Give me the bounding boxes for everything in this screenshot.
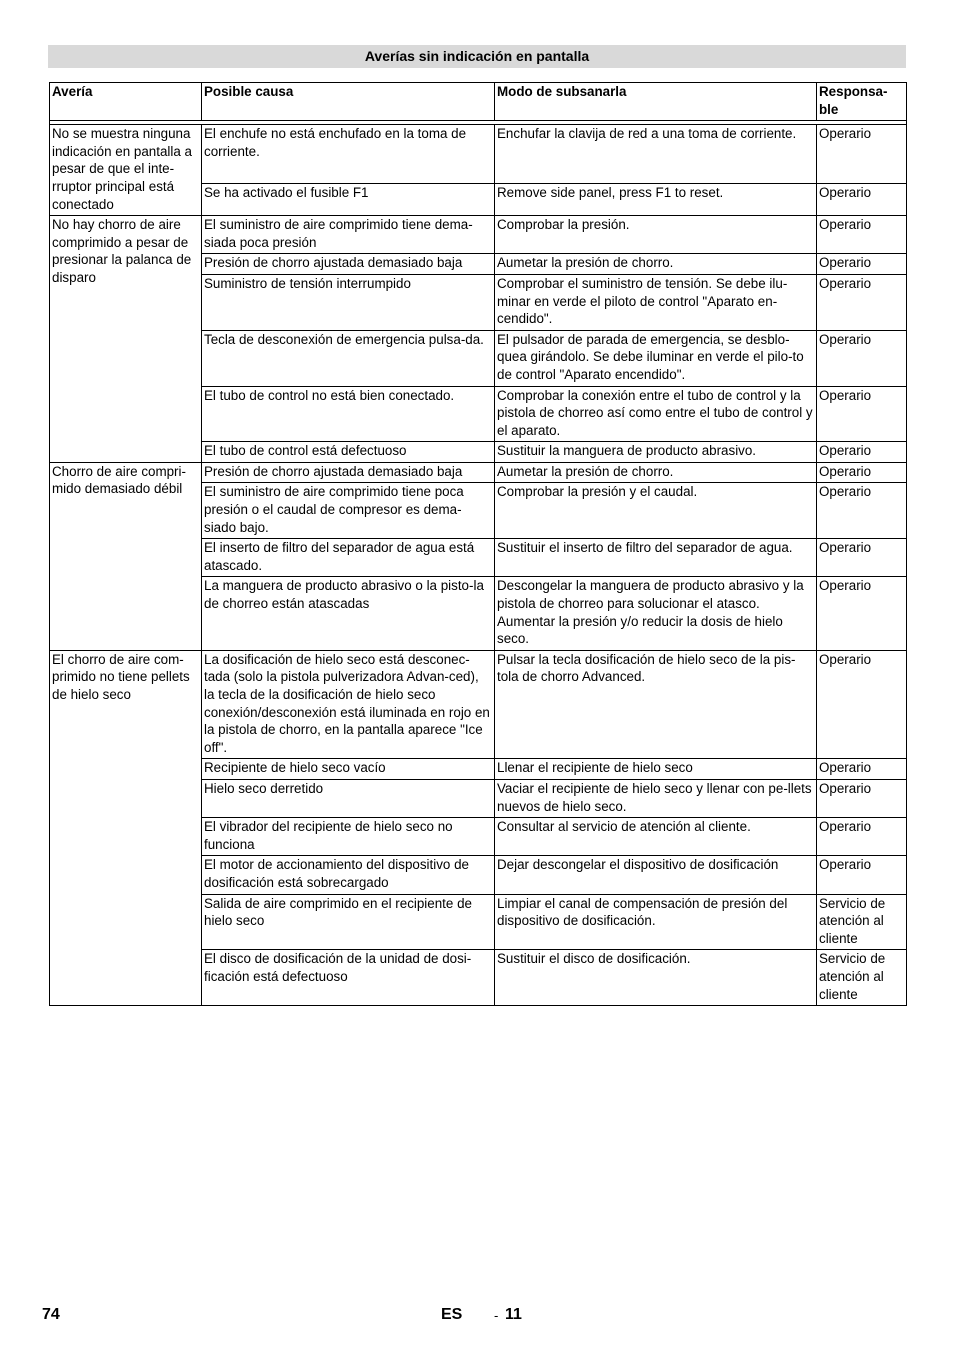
remedy-cell: Sustituir el inserto de filtro del separador de agua. [495, 539, 817, 577]
cause-cell: Se ha activado el fusible F1 [202, 184, 495, 216]
section-title-banner: Averías sin indicación en pantalla [48, 45, 906, 68]
table-row [50, 650, 907, 759]
cause-cell: Tecla de desconexión de emergencia pulsa-da. [202, 330, 495, 386]
remedy-cell: Pulsar la tecla dosificación de hielo seco de la pis-tola de chorro Advanced. [495, 650, 817, 759]
remedy-cell: Remove side panel, press F1 to reset. [495, 184, 817, 216]
responsible-cell: Operario [817, 539, 907, 577]
page-number: 74 [42, 1306, 60, 1323]
cause-cell: El enchufe no está enchufado en la toma de corriente. [202, 125, 495, 184]
column-header-responsible: Responsa- ble [817, 83, 907, 121]
remedy-cell: Aumetar la presión de chorro. [495, 254, 817, 275]
responsible-cell: Operario [817, 254, 907, 275]
cause-cell: El inserto de filtro del separador de agua está atascado. [202, 539, 495, 577]
footer-dash: - [494, 1308, 499, 1323]
responsible-cell: Servicio de atención al cliente [817, 894, 907, 950]
table-row [50, 216, 907, 254]
fault-cell: El chorro de aire com-primido no tiene pellets de hielo seco [50, 650, 202, 1005]
remedy-cell: Llenar el recipiente de hielo seco [495, 759, 817, 780]
fault-cell: Chorro de aire compri-mido demasiado débil [50, 462, 202, 650]
fault-cell: No hay chorro de aire comprimido a pesar de presionar la palanca de disparo [50, 216, 202, 463]
responsible-cell: Servicio de atención al cliente [817, 950, 907, 1006]
cause-cell: El suministro de aire comprimido tiene poca presión o el caudal de compresor es dema-siado bajo. [202, 483, 495, 539]
responsible-cell: Operario [817, 577, 907, 650]
remedy-cell: Comprobar la conexión entre el tubo de control y la pistola de chorreo así como entre el tubo de control y el aparato. [495, 386, 817, 442]
responsible-cell: Operario [817, 184, 907, 216]
remedy-cell: Aumetar la presión de chorro. [495, 462, 817, 483]
remedy-cell: Sustituir la manguera de producto abrasivo. [495, 442, 817, 463]
responsible-cell: Operario [817, 330, 907, 386]
cause-cell: El tubo de control no está bien conectado. [202, 386, 495, 442]
responsible-cell: Operario [817, 386, 907, 442]
cause-cell: La dosificación de hielo seco está desconec-tada (solo la pistola pulverizadora Advan-ced), la tecla de la dosificación de hielo seco conexión/desconexión está iluminada en rojo en la pistola de chorro, en la pantalla aparece "Ice off". [202, 650, 495, 759]
cause-cell: La manguera de producto abrasivo o la pisto-la de chorreo están atascadas [202, 577, 495, 650]
column-header-remedy: Modo de subsanarla [495, 83, 817, 121]
cause-cell: Presión de chorro ajustada demasiado baja [202, 462, 495, 483]
remedy-cell: Consultar al servicio de atención al cliente. [495, 818, 817, 856]
column-header-fault: Avería [50, 83, 202, 121]
responsible-cell: Operario [817, 483, 907, 539]
cause-cell: Salida de aire comprimido en el recipiente de hielo seco [202, 894, 495, 950]
header-row [50, 83, 907, 121]
column-header-cause: Posible causa [202, 83, 495, 121]
remedy-cell: Enchufar la clavija de red a una toma de corriente. [495, 125, 817, 184]
table-row [50, 125, 907, 184]
responsible-cell: Operario [817, 274, 907, 330]
remedy-cell: Vaciar el recipiente de hielo seco y llenar con pe-llets nuevos de hielo seco. [495, 779, 817, 817]
cause-cell: Suministro de tensión interrumpido [202, 274, 495, 330]
fault-table [49, 82, 907, 1006]
remedy-cell: Comprobar la presión y el caudal. [495, 483, 817, 539]
responsible-cell: Operario [817, 779, 907, 817]
responsible-cell: Operario [817, 216, 907, 254]
cause-cell: Recipiente de hielo seco vacío [202, 759, 495, 780]
remedy-cell: Sustituir el disco de dosificación. [495, 950, 817, 1006]
remedy-cell: Dejar descongelar el dispositivo de dosificación [495, 856, 817, 894]
section-page-number: 11 [505, 1306, 522, 1323]
responsible-cell: Operario [817, 442, 907, 463]
remedy-cell: Descongelar la manguera de producto abrasivo y la pistola de chorreo para solucionar el atasco. Aumentar la presión y/o reducir la dosis de hielo seco. [495, 577, 817, 650]
remedy-cell: El pulsador de parada de emergencia, se desblo-quea girándolo. Se debe iluminar en verde el pilo-to de control "Aparato encendido". [495, 330, 817, 386]
cause-cell: El tubo de control está defectuoso [202, 442, 495, 463]
fault-cell: No se muestra ninguna indicación en pantalla a pesar de que el inte-rruptor principal está conectado [50, 125, 202, 216]
remedy-cell: Limpiar el canal de compensación de presión del dispositivo de dosificación. [495, 894, 817, 950]
cause-cell: El motor de accionamiento del dispositivo de dosificación está sobrecargado [202, 856, 495, 894]
responsible-cell: Operario [817, 759, 907, 780]
responsible-cell: Operario [817, 125, 907, 184]
cause-cell: Presión de chorro ajustada demasiado baja [202, 254, 495, 275]
cause-cell: El vibrador del recipiente de hielo seco no funciona [202, 818, 495, 856]
table-row [50, 462, 907, 483]
language-code: ES [441, 1306, 463, 1323]
cause-cell: Hielo seco derretido [202, 779, 495, 817]
cause-cell: El suministro de aire comprimido tiene dema-siada poca presión [202, 216, 495, 254]
responsible-cell: Operario [817, 462, 907, 483]
remedy-cell: Comprobar la presión. [495, 216, 817, 254]
responsible-cell: Operario [817, 818, 907, 856]
remedy-cell: Comprobar el suministro de tensión. Se debe ilu-minar en verde el piloto de control "Aparato en-cendido". [495, 274, 817, 330]
responsible-cell: Operario [817, 856, 907, 894]
cause-cell: El disco de dosificación de la unidad de dosi-ficación está defectuoso [202, 950, 495, 1006]
responsible-cell: Operario [817, 650, 907, 759]
